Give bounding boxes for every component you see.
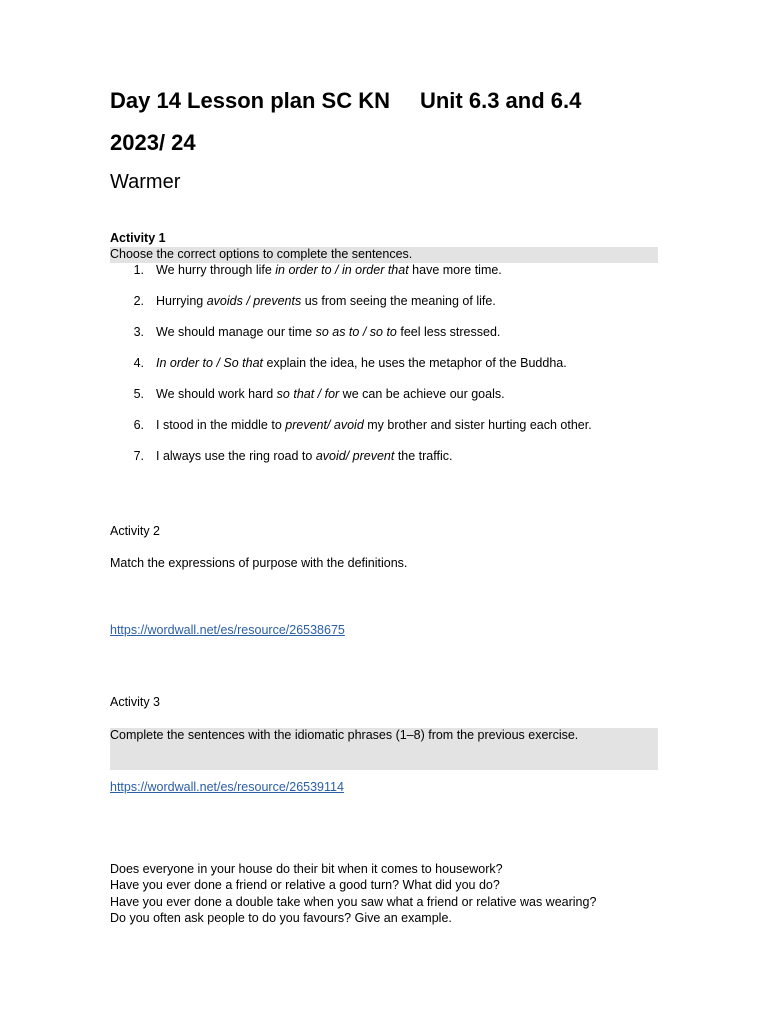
question-item: Have you ever done a friend or relative a good turn? What did you do?: [110, 878, 500, 892]
activity2-instruction: Match the expressions of purpose with the definitions.: [110, 556, 408, 570]
question-item: Have you ever done a double take when you saw what a friend or relative was wearing?: [110, 895, 597, 909]
question-item: Do you often ask people to do you favours? Give an example.: [110, 911, 452, 925]
title-unit: Unit 6.3 and 6.4: [419, 88, 582, 113]
activity1-heading: Activity 1: [110, 231, 166, 245]
activity2-link[interactable]: https://wordwall.net/es/resource/26538675: [110, 623, 345, 637]
question-item: Does everyone in your house do their bit when it comes to housework?: [110, 862, 503, 876]
section-heading-warmer: Warmer: [110, 171, 181, 193]
title-lesson: Day 14 Lesson plan SC KN: [110, 88, 390, 113]
activity1-instruction: Choose the correct options to complete the sentences.: [110, 247, 413, 261]
activity2-heading: Activity 2: [110, 524, 161, 538]
page-title: [110, 88, 581, 114]
activity3-link[interactable]: https://wordwall.net/es/resource/26539114: [110, 780, 344, 794]
activity3-heading: Activity 3: [110, 695, 161, 709]
document-page: Day 14 Lesson plan SC KN Unit 6.3 and 6.4 2023/ 24 Warmer Activity 1 Choose the correct options to complete the sentences. 1. We hurry through life in order to / in order that have more time. 2. Hurrying avoids / prevents us from seeing the meaning of life. 3. We should manage our time so as to / so to feel less stressed. 4. In order to / So that explain the idea, he uses the metaphor of the Buddha. 5. We should work hard so that / for we can be achieve our goals. 6. I stood in the middle to prevent/ avoid my brother and sister hurting each other. 7. I always use the ring road to avoid/ prevent the traffic. Activity 2 Match the expressions of purpose with the definitions. https://wordwall.net/es/resource/26538675 Activity 3 Complete the sentences with the idiomatic phrases (1–8) from the previous exercise. https://wordwall.net/es/resource/26539114 Does everyone in your house do their bit when it comes to housework? Have you ever done a friend or relative a good turn? What did you do? Have you ever done a double take when you saw what a friend or relative was wearing? Do you often ask people to do you favours? Give an example.: [0, 0, 768, 1024]
activity3-instruction: Complete the sentences with the idiomatic phrases (1–8) from the previous exercise.: [110, 728, 579, 742]
title-year: 2023/ 24: [110, 130, 196, 155]
